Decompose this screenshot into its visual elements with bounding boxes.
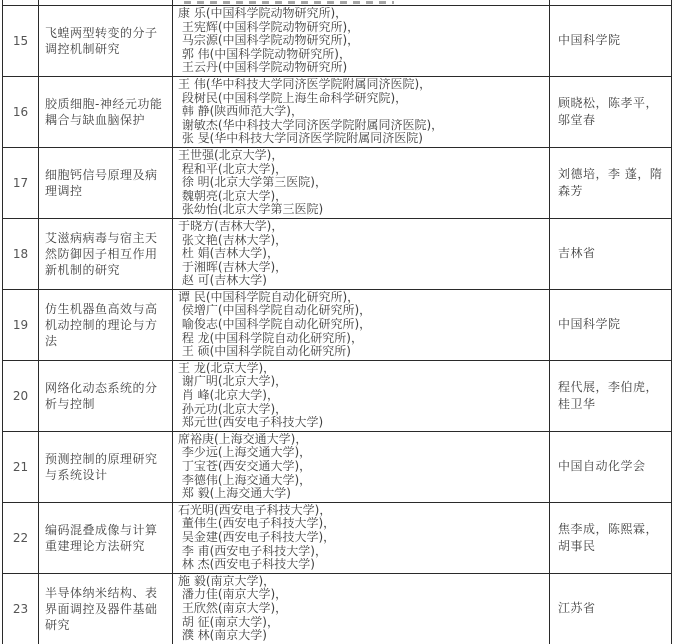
person-entry: 侯增广(中国科学院自动化研究所)， <box>178 304 372 318</box>
nominator: 吉林省 <box>558 246 596 261</box>
person-entry: 李少远(上海交通大学)， <box>178 446 312 460</box>
row-number: 16 <box>3 77 39 147</box>
nominator: 顾晓松，陈孝平，邬堂春 <box>558 95 659 127</box>
project-title: 编码混叠成像与计算重建理论方法研究 <box>39 503 173 573</box>
people-cell <box>173 148 550 218</box>
person-entry: 于晓方(吉林大学)， <box>178 219 284 233</box>
table-row <box>3 503 671 574</box>
people-cell <box>173 574 550 644</box>
person-entry: 张幼怡(北京大学第三医院) <box>178 203 324 217</box>
table-row <box>3 574 671 644</box>
nominator: 中国科学院 <box>558 33 621 48</box>
nominator: 刘德培，李 蓬，隋森芳 <box>558 166 663 198</box>
person-entry: 康 乐(中国科学院动物研究所)， <box>178 7 348 20</box>
row-number: 15 <box>3 6 39 76</box>
project-title-cell <box>39 0 173 5</box>
person-entry: 吴金建(西安电子科技大学)， <box>178 530 336 544</box>
person-entry: 喻俊志(中国科学院自动化研究所)， <box>178 318 372 332</box>
person-entry: 韩 静(陕西师范大学)， <box>178 105 303 119</box>
row-number: 21 <box>3 432 39 502</box>
row-number: 23 <box>3 574 39 644</box>
project-title: 半导体纳米结构、表界面调控及器件基础研究 <box>39 574 173 644</box>
people-cell <box>173 290 550 360</box>
person-entry: 施 毅(南京大学)， <box>178 574 276 588</box>
row-number: 22 <box>3 503 39 573</box>
person-entry: 肖 峰(北京大学)， <box>178 389 279 403</box>
person-entry: 程 龙(中国科学院自动化研究所)， <box>178 331 363 345</box>
table-row <box>3 432 671 503</box>
people-cell <box>173 6 550 76</box>
row-number: 17 <box>3 148 39 218</box>
nominator: 中国科学院 <box>558 317 621 332</box>
person-entry: 孙元功(北京大学)， <box>178 402 288 416</box>
person-entry: 徐 明(北京大学第三医院)， <box>178 176 327 190</box>
person-entry: 王云丹(中国科学院动物研究所) <box>178 61 348 75</box>
person-entry: 谢敏杰(华中科技大学同济医学院附属同济医院)， <box>178 118 444 132</box>
people-cell <box>173 77 550 147</box>
person-entry: 李德伟(上海交通大学)， <box>178 473 312 487</box>
row-number: 19 <box>3 290 39 360</box>
person-entry: 潘力佳(南京大学)， <box>178 588 288 602</box>
person-entry: 谢广明(北京大学)， <box>178 375 288 389</box>
person-entry: 李 甫(西安电子科技大学)， <box>178 544 327 558</box>
project-title: 预测控制的原理研究与系统设计 <box>39 432 173 502</box>
table-row <box>3 77 671 148</box>
table-rows-container <box>3 6 671 644</box>
row-number: 20 <box>3 361 39 431</box>
project-title: 网络化动态系统的分析与控制 <box>39 361 173 431</box>
nominator-cell <box>550 0 671 5</box>
table-row <box>3 219 671 290</box>
person-entry: 魏朝亮(北京大学)， <box>178 189 288 203</box>
people-cell <box>173 432 550 502</box>
person-entry: 濮 林(南京大学) <box>178 629 267 643</box>
person-entry: 王欣然(南京大学)， <box>178 601 288 615</box>
person-entry: 王 龙(北京大学)， <box>178 361 276 375</box>
person-entry: 郭 伟(中国科学院动物研究所)， <box>178 47 351 61</box>
person-entry: 王世强(北京大学)， <box>178 148 284 162</box>
people-cell <box>173 361 550 431</box>
project-title: 仿生机器鱼高效与高机动控制的理论与方法 <box>39 290 173 360</box>
person-entry: 胡 征(南京大学)， <box>178 615 279 629</box>
person-entry: 董伟生(西安电子科技大学)， <box>178 517 336 531</box>
person-entry: 张文艳(吉林大学)， <box>178 233 288 247</box>
person-entry: 于湘晖(吉林大学)， <box>178 260 288 274</box>
person-entry: 张 旻(华中科技大学同济医学院附属同济医院) <box>178 132 423 146</box>
award-projects-table <box>2 0 672 644</box>
person-entry: 郑元世(西安电子科技大学) <box>178 416 324 430</box>
person-entry: 王 伟(华中科技大学同济医学院附属同济医院)， <box>178 77 432 91</box>
table-row <box>3 148 671 219</box>
person-entry: 石光明(西安电子科技大学)， <box>178 503 332 517</box>
row-number-cell <box>3 0 39 5</box>
project-title: 艾滋病病毒与宿主天然防御因子相互作用新机制的研究 <box>39 219 173 289</box>
project-title: 细胞钙信号原理及病理调控 <box>39 148 173 218</box>
nominator: 中国自动化学会 <box>558 459 646 474</box>
person-entry: 丁宝苍(西安交通大学)， <box>178 460 312 473</box>
person-entry: 王 硕(中国科学院自动化研究所) <box>178 345 351 359</box>
person-entry: 谭 民(中国科学院自动化研究所)， <box>178 290 360 304</box>
table-row <box>3 361 671 432</box>
table-row <box>3 290 671 361</box>
people-cell <box>173 503 550 573</box>
row-number: 18 <box>3 219 39 289</box>
table-row <box>3 6 671 77</box>
people-cell <box>173 0 550 5</box>
person-entry: 席裕庚(上海交通大学)， <box>178 432 308 446</box>
people-cell <box>173 219 550 289</box>
person-entry: 杜 娟(吉林大学)， <box>178 247 279 261</box>
person-entry: 郑 毅(上海交通大学) <box>178 487 291 501</box>
person-entry: 王宪辉(中国科学院动物研究所)， <box>178 20 360 34</box>
person-entry: 程和平(北京大学)， <box>178 162 288 176</box>
project-title: 胶质细胞-神经元功能耦合与缺血脑保护 <box>39 77 173 147</box>
person-entry: 林 杰(西安电子科技大学) <box>178 558 315 572</box>
project-title: 飞蝗两型转变的分子调控机制研究 <box>39 6 173 76</box>
person-entry: 段树民(中国科学院上海生命科学研究院)， <box>178 91 408 105</box>
clipped-text-fragment <box>184 1 394 4</box>
nominator: 焦李成，陈熙霖，胡事民 <box>558 521 659 553</box>
nominator: 江苏省 <box>558 601 596 616</box>
nominator: 程代展，李伯虎，桂卫华 <box>558 379 659 411</box>
person-entry: 赵 可(吉林大学) <box>178 274 267 288</box>
person-entry: 马宗源(中国科学院动物研究所)， <box>178 34 360 48</box>
